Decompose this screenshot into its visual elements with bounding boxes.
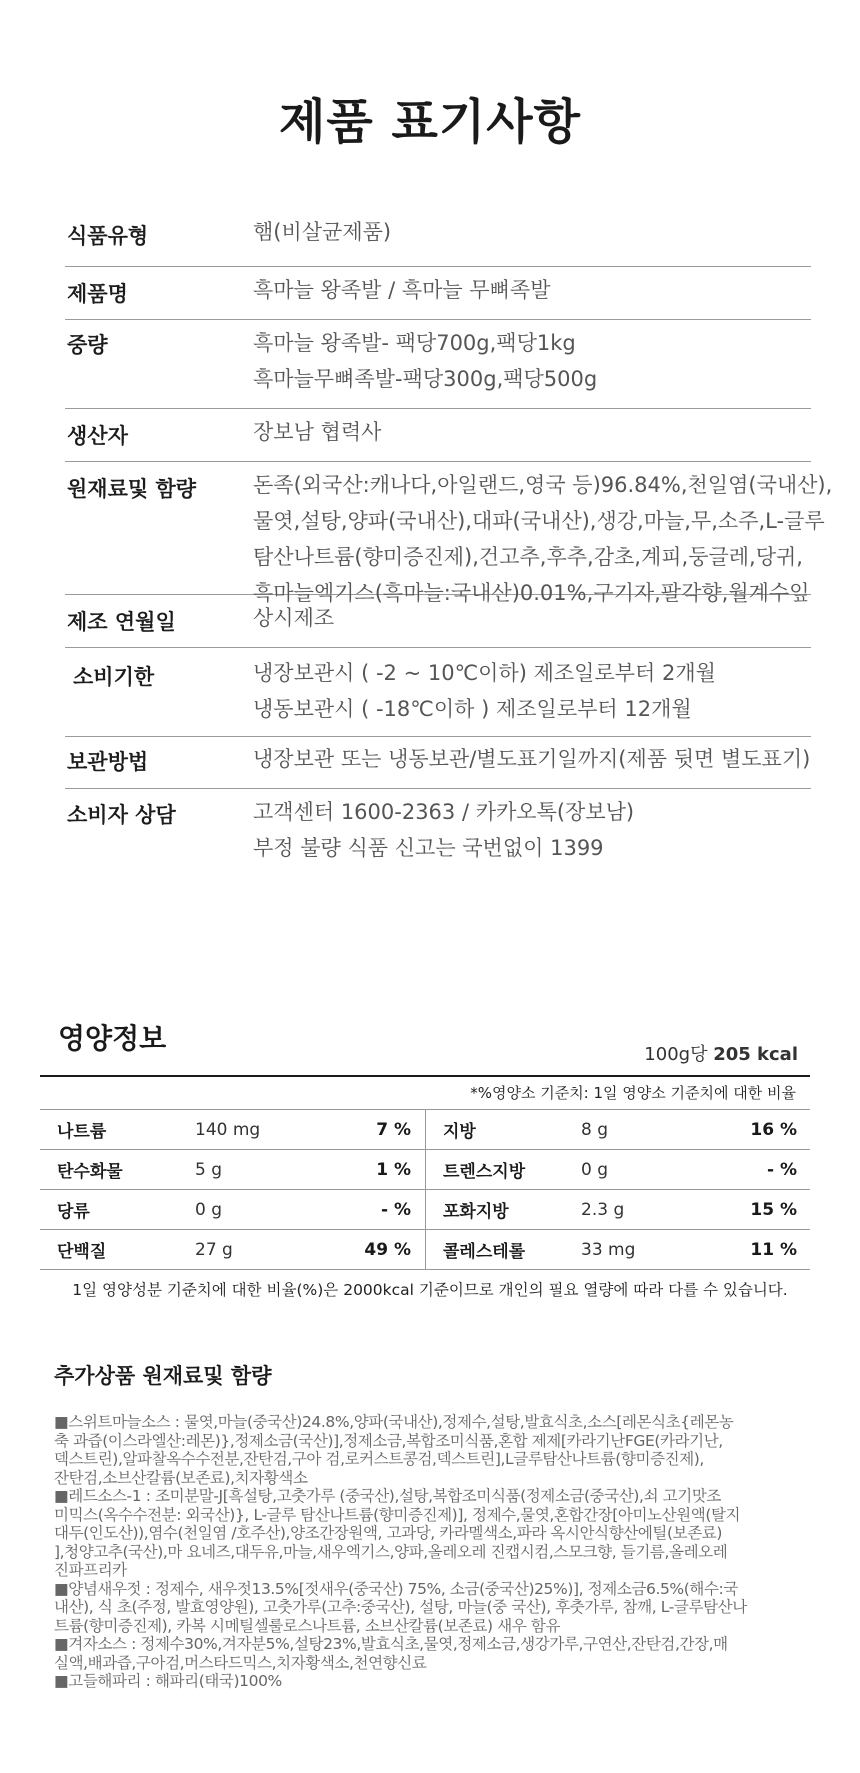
nutrient-percent: 1 %	[376, 1159, 411, 1180]
spec-value-line: 냉장보관 또는 냉동보관/별도표기일까지(제품 뒷면 별도표기)	[253, 747, 811, 771]
nutrient-name: 탄수화물	[57, 1162, 123, 1182]
nutrition-row	[40, 1150, 810, 1190]
spec-value-line: 고객센터 1600-2363 / 카카오톡(장보남)	[253, 800, 635, 824]
spec-row	[65, 789, 811, 879]
spec-label: 보관방법	[67, 750, 149, 774]
spec-label: 소비자 상담	[67, 803, 176, 827]
ingredient-line: 잔탄검,소브산칼륨(보존료),치자황색소	[54, 1468, 308, 1487]
page-title: 제품 표기사항	[279, 94, 581, 150]
nutrient-percent: 7 %	[376, 1119, 411, 1140]
nutrition-item	[426, 1190, 811, 1229]
spec-label: 식품유형	[67, 224, 149, 248]
nutrient-amount: 0 g	[195, 1199, 223, 1220]
nutrition-row	[40, 1230, 810, 1270]
spec-value	[253, 214, 811, 250]
nutrient-name: 나트륨	[57, 1122, 107, 1142]
serving-size: 100g당	[644, 1044, 708, 1065]
nutrient-percent: - %	[380, 1199, 411, 1220]
nutrition-serving	[644, 1040, 798, 1066]
spec-value	[253, 272, 811, 308]
nutrient-name: 단백질	[57, 1242, 107, 1262]
nutrition-table	[40, 1075, 810, 1270]
nutrient-amount: 33 mg	[581, 1239, 636, 1260]
spec-row	[65, 462, 833, 605]
spec-value-line: 흑마늘엑기스(흑마늘:국내산)0.01%,구기자,팔각향,월계수잎	[253, 581, 810, 605]
ingredient-line: ■레드소스-1 : 조미분말-J[흑설탕,고춧가루 (중국산),설탕,복합조미식품(정제소금(중국산),쇠 고기맛조	[54, 1487, 721, 1505]
additional-ingredients-title: 추가상품 원재료및 함량	[54, 1364, 272, 1388]
spec-label: 중량	[67, 333, 108, 357]
spec-label: 생산자	[67, 424, 128, 448]
nutrition-item	[40, 1110, 426, 1149]
nutrient-amount: 140 mg	[195, 1119, 261, 1140]
additional-ingredients-text	[54, 1413, 814, 1691]
nutrition-footnote: 1일 영양성분 기준치에 대한 비율(%)은 2000kcal 기준이므로 개인의 필요 열량에 따라 다를 수 있습니다.	[72, 1281, 788, 1299]
ingredient-line: 실액,배과즙,구아검,머스타드믹스,치자황색소,천연향신료	[54, 1653, 427, 1672]
spec-value-line: 탐산나트륨(향미증진제),건고추,후추,감초,계피,둥글레,당귀,	[253, 545, 803, 569]
spec-label: 원재료및 함량	[67, 477, 197, 501]
spec-label: 소비기한	[73, 665, 155, 689]
nutrition-item	[40, 1150, 426, 1189]
spec-row	[65, 320, 811, 409]
spec-value-line: 돈족(외국산:캐나다,아일랜드,영국 등)96.84%,천일염(국내산),	[253, 473, 833, 497]
nutrient-amount: 8 g	[581, 1119, 609, 1140]
serving-kcal: 205 kcal	[713, 1044, 798, 1065]
nutrition-item	[426, 1230, 811, 1269]
ingredient-line: 덱스트린),알파찰옥수수전분,잔탄검,구아 검,로커스트콩검,덱스트린],L글루탐산나트륨(향미증진제),	[54, 1450, 704, 1468]
spec-value-line: 흑마늘무뼈족발-팩당300g,팩당500g	[253, 367, 598, 391]
spec-value-line: 부정 불량 식품 신고는 국번없이 1399	[253, 836, 604, 860]
ingredient-line: 축 과즙(이스라엘산:레몬)},정제소금(국산)],정제소금,복합조미식품,혼합 제제[카라기난FGE(카라기난,	[54, 1431, 723, 1450]
ingredient-line: ■겨자소스 : 정제수30%,겨자분5%,설탕23%,발효식초,물엿,정제소금,생강가루,구연산,잔탄검,간장,매	[54, 1635, 728, 1653]
ingredient-line: 미믹스(옥수수전분: 외국산)}, L-글루 탐산나트륨(향미증진제)], 정제수,물엿,혼합간장[아미노산원액(탈지	[54, 1505, 741, 1524]
nutrition-title: 영양정보	[58, 1022, 167, 1055]
nutrient-percent: 15 %	[750, 1199, 797, 1220]
spec-value	[253, 655, 811, 727]
nutrient-percent: - %	[766, 1159, 797, 1180]
spec-value-line: 상시제조	[253, 606, 335, 630]
spec-value-line: 장보남 협력사	[253, 420, 382, 444]
ingredient-line: 내산), 식 초(주정, 발효영양원), 고춧가루(고추:중국산), 설탕, 마늘(중 국산), 후춧가루, 참깨, L-글루탐산나	[54, 1598, 747, 1616]
ingredient-line: 트륨(향미증진제), 카복 시메틸셀룰로스나트륨, 소브산칼륨(보존료) 새우 함유	[54, 1616, 561, 1635]
nutrient-name: 포화지방	[443, 1202, 509, 1222]
nutrition-item	[40, 1230, 426, 1269]
nutrient-amount: 27 g	[195, 1239, 233, 1260]
spec-value-line: 흑마늘 왕족발 / 흑마늘 무뼈족발	[253, 278, 551, 302]
spec-value-line: 흑마늘 왕족발- 팩당700g,팩당1kg	[253, 331, 576, 355]
spec-value-line: 냉장보관시 ( -2 ~ 10℃이하) 제조일로부터 2개월	[253, 661, 716, 685]
product-spec-table	[65, 215, 833, 879]
spec-label: 제품명	[67, 282, 128, 306]
ingredient-line: 진파프리카	[54, 1561, 127, 1579]
spec-row	[65, 409, 811, 462]
spec-value-line: 햄(비살균제품)	[253, 220, 392, 244]
nutrition-note: *%영양소 기준치: 1일 영양소 기준치에 대한 비율	[40, 1077, 810, 1110]
nutrient-amount: 5 g	[195, 1159, 223, 1180]
spec-value	[253, 600, 811, 636]
nutrient-percent: 11 %	[750, 1239, 797, 1260]
spec-row	[65, 595, 811, 648]
nutrient-name: 지방	[443, 1122, 476, 1142]
spec-value	[253, 741, 811, 777]
spec-row	[65, 737, 811, 789]
spec-row	[65, 267, 811, 320]
ingredient-line: ■고들해파리 : 해파리(태국)100%	[54, 1672, 282, 1690]
ingredient-line: ■스위트마늘소스 : 물엿,마늘(중국산)24.8%,양파(국내산),정제수,설탕,발효식초,소스[레몬식초{레몬농	[54, 1413, 734, 1431]
nutrient-percent: 16 %	[750, 1119, 797, 1140]
spec-value-line: 냉동보관시 ( -18℃이하 ) 제조일로부터 12개월	[253, 697, 692, 721]
nutrition-item	[426, 1150, 811, 1189]
spec-value	[253, 467, 833, 611]
nutrient-percent: 49 %	[364, 1239, 411, 1260]
ingredient-line: 대두(인도산)),염수(천일염 /호주산),양조간장원액, 고과당, 카라멜색소,파라 옥시안식향산에틸(보존료)	[54, 1524, 723, 1542]
spec-value	[253, 325, 811, 397]
nutrient-amount: 2.3 g	[581, 1199, 625, 1220]
ingredient-line: ■양념새우젓 : 정제수, 새우젓13.5%[젓새우(중국산) 75%, 소금(중국산)25%)], 정제소금6.5%(해수:국	[54, 1579, 738, 1598]
nutrient-name: 당류	[57, 1202, 90, 1222]
nutrition-item	[40, 1190, 426, 1229]
spec-label: 제조 연월일	[67, 610, 176, 634]
nutrition-row	[40, 1190, 810, 1230]
spec-value	[253, 794, 811, 866]
ingredient-line: ],청양고추(국산),마 요네즈,대두유,마늘,새우엑기스,양파,올레오레 진캡시컴,스모크향, 들기름,올레오레	[54, 1542, 728, 1561]
nutrition-item	[426, 1110, 811, 1149]
nutrient-amount: 0 g	[581, 1159, 609, 1180]
spec-row	[65, 648, 811, 737]
nutrition-row	[40, 1110, 810, 1150]
nutrient-name: 콜레스테롤	[443, 1242, 526, 1262]
nutrient-name: 트렌스지방	[443, 1162, 526, 1182]
spec-value-line: 물엿,설탕,양파(국내산),대파(국내산),생강,마늘,무,소주,L-글루	[253, 509, 825, 533]
spec-row	[65, 215, 811, 267]
spec-value	[253, 414, 811, 450]
